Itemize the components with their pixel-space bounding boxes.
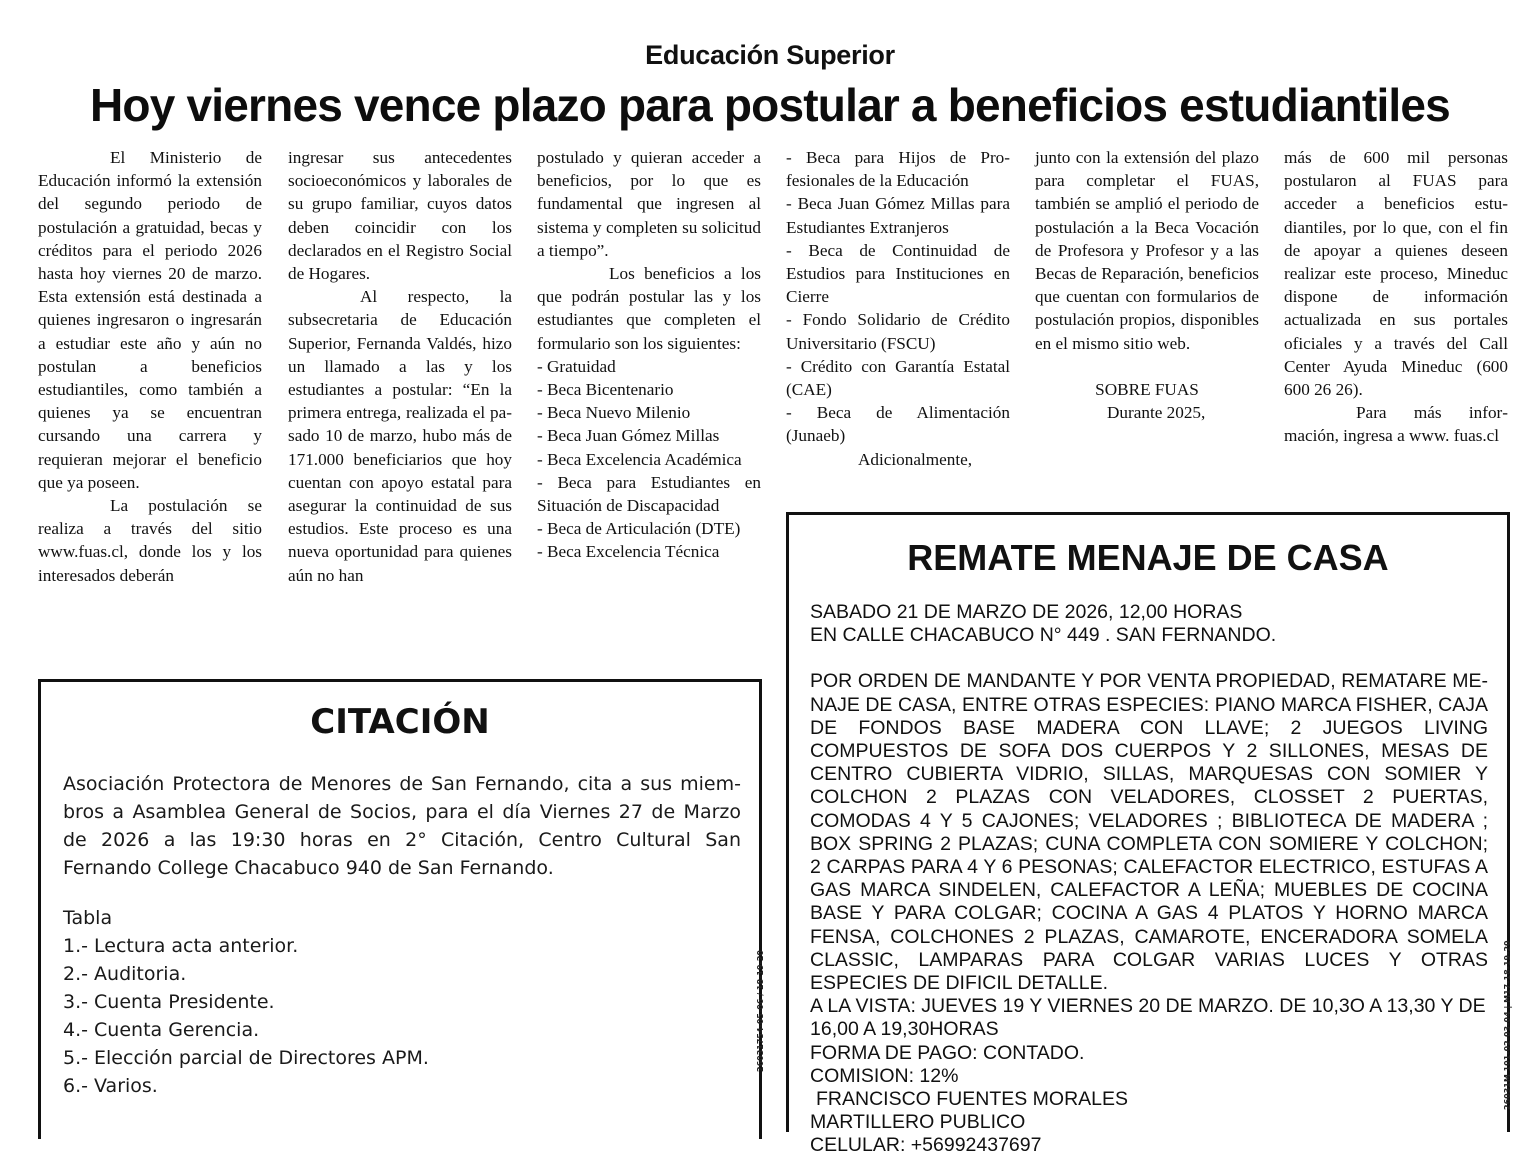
agenda-item: 6.- Varios. (63, 1075, 158, 1097)
benefit-list-item: - Beca Juan Gómez Millas para Estudiantes Extranjeros (786, 194, 1010, 237)
remate-notice (786, 512, 1510, 1157)
agenda-item: 1.- Lectura acta anterior. (63, 935, 299, 957)
agenda (63, 904, 741, 1100)
paragraph: postulado y quieran acceder a beneficios, por lo que es fundamental que ingresen al sistema y completen su solicitud a tiempo”. (537, 148, 761, 260)
auctioneer-phone: CELULAR: +56992437697 (810, 1134, 1042, 1157)
agenda-item: 5.- Elección parcial de Directores APM. (63, 1047, 429, 1069)
remate-commission: COMISION: 12% (810, 1064, 959, 1087)
article-column-5 (1035, 146, 1259, 424)
benefit-list-item: - Crédito con Garantía Estatal (CAE) (786, 356, 1010, 400)
benefit-list-item: - Beca Excelencia Académica (537, 449, 742, 469)
paragraph: El Ministerio de Educación informó la extensión del segundo periodo de postulación a gratuidad, becas y créditos para el periodo 2026 hasta hoy viernes 20 de marzo. Esta extensión está destinada a quienes ingresaron o ingresarán a estudiar este año y aún no postulan a beneficios estudiantiles, como también a quienes ya se encuentran cursando una carrera y requieran mejorar el beneficio que ya poseen. (38, 148, 262, 492)
benefit-list-item: - Beca para Estudiantes en Situación de Discapacidad (537, 472, 761, 516)
paragraph: Al respecto, la subsecretaria de Educación Superior, Fernanda Valdés, hizo un llamado a las y los estudiantes a postular: “En la primera entrega, realizada el pasado 10 de marzo, hubo más de 171.000 beneficiarios que hoy cuentan con apoyo estatal para asegurar la continuidad de sus estudios. Este proceso es una nueva oportunidad para quienes aún no han (288, 287, 512, 585)
citacion-text: Asociación Protectora de Menores de San Fernando, cita a sus miembros a Asamblea General de Socios, para el día Viernes 27 de Marzo de 2026 a las 19:30 horas en 2° Citación, Centro Cultural San Fernando College Chacabuco 940 de San Fernando. (63, 773, 741, 879)
citacion-title: CITACIÓN (310, 702, 490, 742)
agenda-item: 2.- Auditoria. (63, 963, 187, 985)
remate-payment: FORMA DE PAGO: CONTADO. (810, 1041, 1085, 1064)
paragraph: más de 600 mil personas postularon al FUAS para acceder a beneficios estudiantiles, por lo que, con el fin de apoyar a quienes deseen realizar este proceso, Mineduc dispone de información actualizada en sus portales oficiales y a través del Call Center Ayuda Mineduc (600 600 26 26). (1284, 148, 1508, 400)
benefit-list-item: - Beca de Articulación (DTE) (537, 519, 741, 539)
paragraph: ingresar sus antecedentes socioeconómicos y laborales de su grupo familiar, cuyos datos deben coincidir con los declarados en el Registro Social de Hogares. (288, 148, 512, 284)
subheading: SOBRE FUAS (1095, 379, 1199, 399)
citacion-notice (38, 679, 762, 1139)
article-column-1 (38, 146, 262, 587)
benefit-list-item: - Beca de Alimentación (Junaeb) (786, 403, 1010, 446)
benefit-list-item: - Beca Bicentenario (537, 380, 674, 400)
remate-viewing: A LA VISTA: JUEVES 19 Y VIERNES 20 DE MARZO. DE 10,3O A 13,30 Y DE 16,00 A 19,30HORAS (810, 995, 1486, 1041)
ad-code: 26031M 101-02-03-04 | M17-18-19-20 (1503, 940, 1512, 1110)
remate-date: SABADO 21 DE MARZO DE 2026, 12,00 HORAS (810, 601, 1243, 623)
benefit-list-item: - Beca Juan Gómez Millas (537, 426, 720, 446)
section-label: Educación Superior (645, 40, 895, 70)
benefit-list-item: - Beca de Continuidad de Estudios para Instituciones en Cierre (786, 240, 1010, 307)
paragraph: Durante 2025, (1107, 403, 1206, 423)
paragraph: Adicionalmente, (858, 449, 973, 469)
auctioneer-name: FRANCISCO FUENTES MORALES (816, 1088, 1129, 1111)
citacion-body (63, 770, 741, 1100)
article-column-2 (288, 146, 512, 587)
agenda-label: Tabla (63, 907, 113, 929)
benefit-list-item: - Beca para Hijos de Profesionales de la Educación (786, 148, 1010, 191)
remate-body (810, 601, 1488, 1158)
article-column-4 (786, 146, 1010, 471)
benefit-list-item: - Gratuidad (537, 356, 616, 376)
remate-address: EN CALLE CHACABUCO N° 449 . SAN FERNANDO. (810, 624, 1277, 647)
auctioneer-title: MARTILLERO PUBLICO (810, 1111, 1026, 1134)
agenda-item: 3.- Cuenta Presidente. (63, 991, 275, 1013)
paragraph: La postulación se realiza a través del sitio www.fuas.cl, donde los y los interesados deberán (38, 496, 262, 585)
headline: Hoy viernes vence plazo para postular a beneficios estudiantiles (90, 79, 1450, 131)
paragraph: junto con la extensión del plazo para completar el FUAS, también se amplió el periodo de postulación a la Beca Vocación de Profesora y Profesor y a las Becas de Reparación, beneficios que cuentan con formularios de postulación propios, disponibles en el mismo sitio web. (1035, 148, 1259, 353)
paragraph: Para más información, ingresa a www. fuas.cl (1284, 403, 1508, 446)
article-column-6 (1284, 146, 1508, 448)
ad-code: 26031754-05-06 / 18-19-20 (756, 950, 765, 1072)
paragraph: Los beneficios a los que podrán postular las y los estudiantes que completen el formulario son los siguientes: (537, 264, 761, 353)
article-column-3 (537, 146, 761, 564)
benefit-list-item: - Beca Nuevo Milenio (537, 403, 691, 423)
benefit-list-item: - Beca Excelencia Técnica (537, 542, 720, 562)
remate-items: POR ORDEN DE MANDANTE Y POR VENTA PROPIEDAD, REMATARE MENAJE DE CASA, ENTRE OTRAS ESPECIES: PIANO MARCA FISHER, CAJA DE FONDOS BASE MADERA CON LLAVE; 2 JUEGOS LIVING COMPUESTOS DE SOFA DOS CUERPOS Y 2 SILLONES, MESAS DE CENTRO CUBIERTA VIDRIO, SILLAS, MARQUESAS CON SOMIER Y COLCHON 2 PLAZAS CON VELADORES, CLOSSET 2 PUERTAS, COMODAS 4 Y 5 CAJONES; VELADORES ; BIBLIOTECA DE MADERA ; BOX SPRING 2 PLAZAS; CUNA COMPLETA CON SOMIERE Y COLCHON; 2 CARPAS PARA 4 Y 6 PESONAS; CALEFACTOR ELECTRICO, ESTUFAS A GAS MARCA SINDELEN, CALEFACTOR A LEÑA; MUEBLES DE COCINA BASE Y PARA COLGAR; COCINA A GAS 4 PLATOS Y HORNO MARCA FENSA, COLCHONES 2 PLAZAS, CAMAROTE, ENCERADORA SOMELA CLASSIC, LAMPARAS PARA COLGAR VARIAS LUCES Y OTRAS ESPECIES DE DIFICIL DETALLE. (810, 670, 1488, 995)
benefit-list-item: - Fondo Solidario de Crédito Universitario (FSCU) (786, 310, 1010, 353)
remate-title: REMATE MENAJE DE CASA (907, 537, 1389, 578)
agenda-item: 4.- Cuenta Gerencia. (63, 1019, 260, 1041)
